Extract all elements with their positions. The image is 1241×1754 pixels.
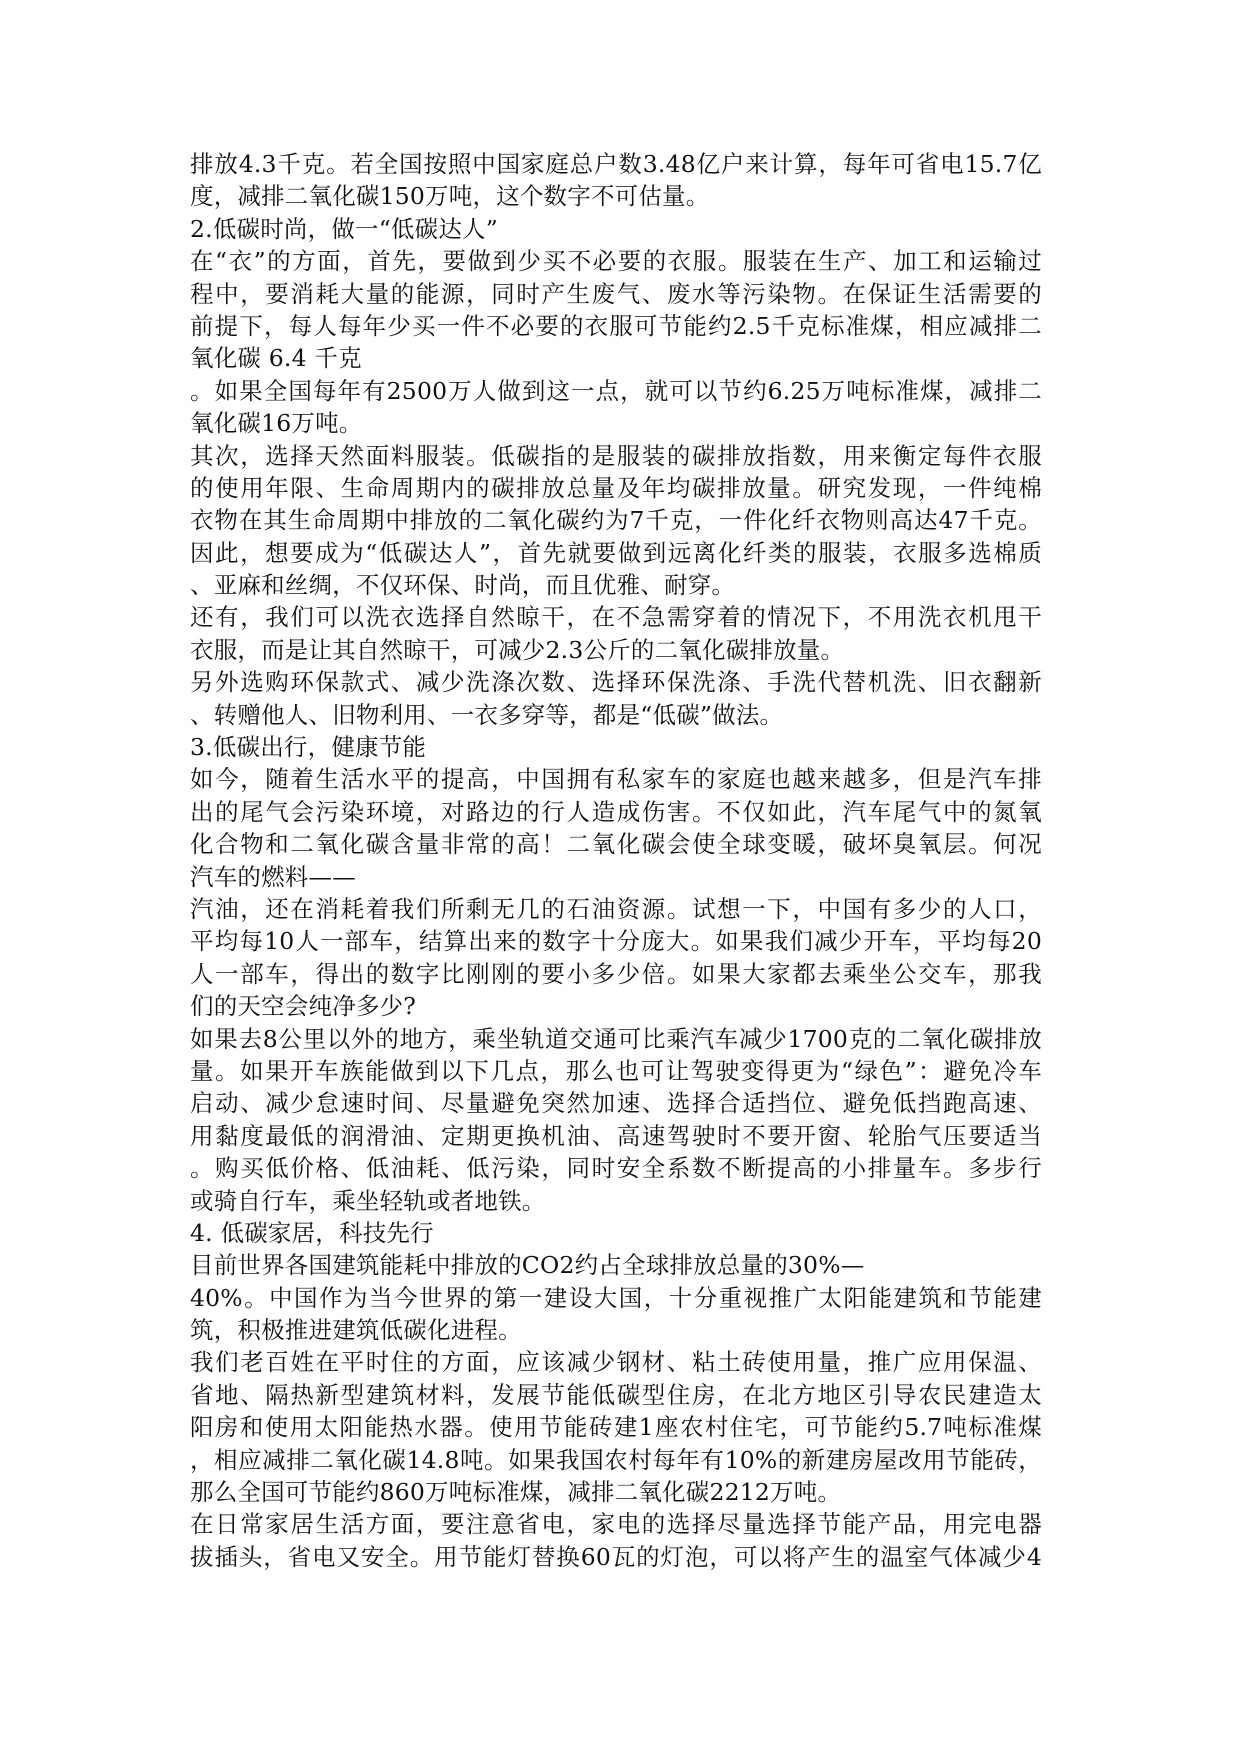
text-line: 用黏度最低的润滑油、定期更换机油、高速驾驶时不要开窗、轮胎气压要适当 (190, 1121, 1042, 1150)
text-line: 出的尾气会污染环境，对路边的行人造成伤害。不仅如此，汽车尾气中的氮氧 (190, 797, 1042, 826)
text-line: 在“衣”的方面，首先，要做到少买不必要的衣服。服装在生产、加工和运输过 (190, 247, 1042, 276)
text-line: 。购买低价格、低油耗、低污染，同时安全系数不断提高的小排量车。多步行 (190, 1154, 1042, 1183)
text-line: 。如果全国每年有2500万人做到这一点，就可以节约6.25万吨标准煤，减排二 (190, 376, 1042, 405)
text-line: ，相应减排二氧化碳14.8吨。如果我国农村每年有10%的新建房屋改用节能砖， (190, 1445, 1042, 1474)
document-body (190, 148, 1042, 1573)
text-line: 排放4.3千克。若全国按照中国家庭总户数3.48亿户来计算，每年可省电15.7亿 (190, 150, 1042, 178)
text-line: 因此，想要成为“低碳达人”，首先就要做到远离化纤类的服装，衣服多选棉质 (190, 538, 1042, 567)
text-line: 平均每10人一部车，结算出来的数字十分庞大。如果我们减少开车，平均每20 (190, 927, 1042, 956)
text-line: 人一部车，得出的数字比刚刚的要小多少倍。如果大家都去乘坐公交车，那我 (190, 959, 1042, 988)
text-line: 量。如果开车族能做到以下几点，那么也可让驾驶变得更为“绿色”：避免冷车 (190, 1056, 1042, 1085)
text-line: 如今，随着生活水平的提高，中国拥有私家车的家庭也越来越多，但是汽车排 (190, 765, 1042, 794)
text-line: 4. 低碳家居，科技先行 (190, 1218, 434, 1247)
text-line: 3.低碳出行，健康节能 (190, 733, 427, 762)
text-line: 另外选购环保款式、减少洗涤次数、选择环保洗涤、手洗代替机洗、旧衣翻新 (190, 668, 1042, 697)
text-line: 那么全国可节能约860万吨标准煤，减排二氧化碳2212万吨。 (190, 1478, 842, 1507)
text-line: 阳房和使用太阳能热水器。使用节能砖建1座农村住宅，可节能约5.7吨标准煤 (190, 1413, 1042, 1442)
text-line: 汽车的燃料—— (190, 862, 356, 891)
text-line: 化合物和二氧化碳含量非常的高！二氧化碳会使全球变暖，破坏臭氧层。何况 (190, 830, 1042, 859)
text-line: 筑，积极推进建筑低碳化进程。 (190, 1316, 522, 1345)
text-line: 程中，要消耗大量的能源，同时产生废气、废水等污染物。在保证生活需要的 (190, 279, 1042, 308)
text-line: 40%。中国作为当今世界的第一建设大国，十分重视推广太阳能建筑和节能建 (190, 1283, 1042, 1312)
text-line: 我们老百姓在平时住的方面，应该减少钢材、粘土砖使用量，推广应用保温、 (190, 1348, 1042, 1377)
text-line: 前提下，每人每年少买一件不必要的衣服可节能约2.5千克标准煤，相应减排二 (190, 311, 1042, 340)
text-line: 汽油，还在消耗着我们所剩无几的石油资源。试想一下，中国有多少的人口， (190, 894, 1042, 923)
text-line: 氧化碳16万吨。 (190, 409, 363, 438)
text-line: 其次，选择天然面料服装。低碳指的是服装的碳排放指数，用来衡定每件衣服 (190, 441, 1042, 470)
text-line: 或骑自行车，乘坐轻轨或者地铁。 (190, 1186, 546, 1215)
text-line: 省地、隔热新型建筑材料，发展节能低碳型住房，在北方地区引导农民建造太 (190, 1380, 1042, 1409)
text-line: 目前世界各国建筑能耗中排放的CO2约占全球排放总量的30%— (190, 1251, 865, 1280)
text-line: 2.低碳时尚，做一“低碳达人” (190, 214, 498, 243)
text-line: 衣物在其生命周期中排放的二氧化碳约为7千克，一件化纤衣物则高达47千克。 (190, 506, 1042, 535)
text-line: 如果去8公里以外的地方，乘坐轨道交通可比乘汽车减少1700克的二氧化碳排放 (190, 1024, 1042, 1053)
text-line: 、转赠他人、旧物利用、一衣多穿等，都是“低碳”做法。 (190, 700, 784, 729)
text-line: 们的天空会纯净多少? (190, 992, 417, 1021)
text-line: 氧化碳 6.4 千克 (190, 344, 362, 373)
text-line: 衣服，而是让其自然晾干，可减少2.3公斤的二氧化碳排放量。 (190, 635, 845, 664)
text-line: 在日常家居生活方面，要注意省电，家电的选择尽量选择节能产品，用完电器 (190, 1510, 1042, 1539)
text-line: 启动、减少怠速时间、尽量避免突然加速、选择合适挡位、避免低挡跑高速、 (190, 1089, 1042, 1118)
text-line: 、亚麻和丝绸，不仅环保、时尚，而且优雅、耐穿。 (190, 571, 736, 600)
text-line: 还有，我们可以洗衣选择自然晾干，在不急需穿着的情况下，不用洗衣机甩干 (190, 603, 1042, 632)
text-line: 拔插头，省电又安全。用节能灯替换60瓦的灯泡，可以将产生的温室气体减少4 (190, 1542, 1042, 1571)
text-line: 的使用年限、生命周期内的碳排放总量及年均碳排放量。研究发现，一件纯棉 (190, 473, 1042, 502)
text-line: 度，减排二氧化碳150万吨，这个数字不可估量。 (190, 182, 710, 211)
